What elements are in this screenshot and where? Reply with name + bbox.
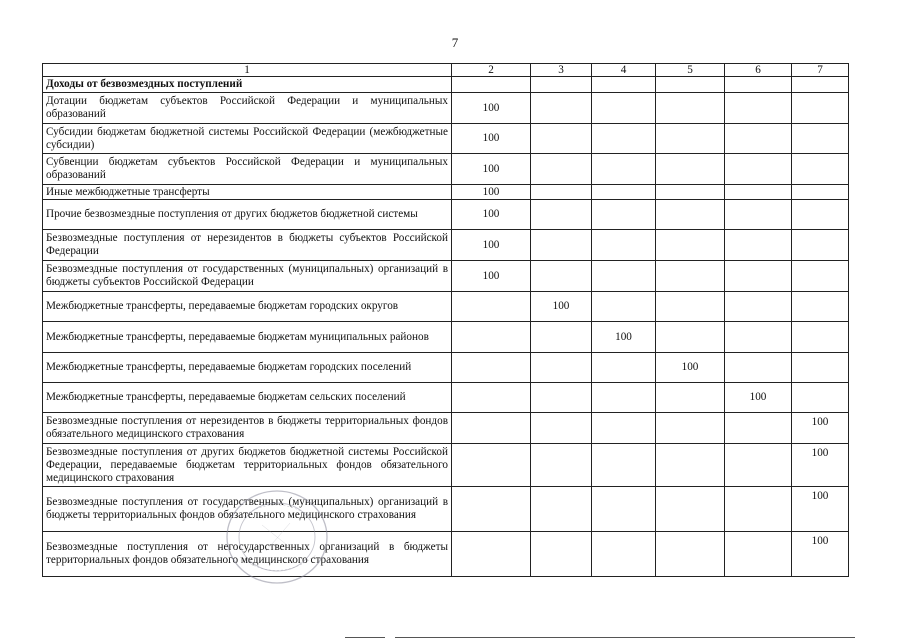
- value-cell: [725, 322, 792, 353]
- value-cell: [656, 93, 725, 124]
- value-cell: [656, 200, 725, 230]
- value-cell: [725, 185, 792, 200]
- value-cell: 100: [725, 383, 792, 413]
- value-cell: [792, 93, 849, 124]
- value-cell: [452, 383, 531, 413]
- value-cell: 100: [792, 487, 849, 532]
- column-header: 6: [725, 64, 792, 77]
- table-row: [43, 444, 849, 487]
- value-cell: [531, 230, 592, 261]
- value-cell: [725, 154, 792, 185]
- page-number: 7: [451, 35, 459, 50]
- value-cell: [452, 292, 531, 322]
- value-cell: [592, 292, 656, 322]
- value-cell: [592, 413, 656, 444]
- value-cell: [531, 322, 592, 353]
- value-cell: [531, 353, 592, 383]
- row-description: Межбюджетные трансферты, передаваемые бюджетам сельских поселений: [43, 383, 452, 413]
- table-row: [43, 532, 849, 577]
- value-cell: [656, 292, 725, 322]
- row-description: Межбюджетные трансферты, передаваемые бюджетам муниципальных районов: [43, 322, 452, 353]
- value-cell: [592, 230, 656, 261]
- row-description: Безвозмездные поступления от негосударственных организаций в бюджеты территориальных фондов обязательного медицинского страхования: [43, 532, 452, 577]
- value-cell: [792, 230, 849, 261]
- value-cell: 100: [792, 444, 849, 487]
- table-row: [43, 487, 849, 532]
- value-cell: [725, 413, 792, 444]
- value-cell: [725, 353, 792, 383]
- value-cell: [656, 487, 725, 532]
- value-cell: [656, 413, 725, 444]
- value-cell: [531, 383, 592, 413]
- value-cell: [725, 230, 792, 261]
- row-description: Межбюджетные трансферты, передаваемые бюджетам городских округов: [43, 292, 452, 322]
- table-row: [43, 124, 849, 154]
- value-cell: [725, 261, 792, 292]
- value-cell: [452, 353, 531, 383]
- value-cell: [792, 353, 849, 383]
- table-row: [43, 353, 849, 383]
- value-cell: 100: [452, 93, 531, 124]
- value-cell: [452, 413, 531, 444]
- revenue-table: [42, 63, 849, 577]
- footer-rule: [345, 637, 385, 638]
- row-description: Безвозмездные поступления от других бюджетов бюджетной системы Российской Федерации, передаваемые бюджетам территориальных фондов обязательного медицинского страхования: [43, 444, 452, 487]
- value-cell: [531, 413, 592, 444]
- value-cell: [725, 532, 792, 577]
- value-cell: [792, 154, 849, 185]
- value-cell: [592, 444, 656, 487]
- column-header: 4: [592, 64, 656, 77]
- value-cell: [531, 154, 592, 185]
- column-header: 5: [656, 64, 725, 77]
- value-cell: [531, 185, 592, 200]
- value-cell: [725, 124, 792, 154]
- value-cell: [792, 261, 849, 292]
- table-row: [43, 383, 849, 413]
- value-cell: [792, 292, 849, 322]
- row-description: Безвозмездные поступления от государственных (муниципальных) организаций в бюджеты субъектов Российской Федерации: [43, 261, 452, 292]
- value-cell: [531, 532, 592, 577]
- value-cell: 100: [592, 322, 656, 353]
- value-cell: [531, 261, 592, 292]
- table-row: [43, 200, 849, 230]
- value-cell: [656, 261, 725, 292]
- row-description: Субсидии бюджетам бюджетной системы Российской Федерации (межбюджетные субсидии): [43, 124, 452, 154]
- value-cell: [592, 532, 656, 577]
- value-cell: [656, 185, 725, 200]
- value-cell: [592, 185, 656, 200]
- value-cell: [792, 185, 849, 200]
- value-cell: [656, 532, 725, 577]
- section-row: [43, 77, 849, 93]
- value-cell: [656, 230, 725, 261]
- row-description: Дотации бюджетам субъектов Российской Федерации и муниципальных образований: [43, 93, 452, 124]
- column-header: 2: [452, 64, 531, 77]
- footer-rule: [395, 637, 855, 638]
- value-cell: [592, 154, 656, 185]
- value-cell: [592, 383, 656, 413]
- value-cell: [452, 444, 531, 487]
- row-description: Безвозмездные поступления от нерезидентов в бюджеты субъектов Российской Федерации: [43, 230, 452, 261]
- value-cell: 100: [452, 261, 531, 292]
- value-cell: [531, 93, 592, 124]
- value-cell: [656, 383, 725, 413]
- value-cell: [725, 487, 792, 532]
- value-cell: [656, 124, 725, 154]
- table-row: [43, 261, 849, 292]
- column-header: 1: [43, 64, 452, 77]
- value-cell: [792, 200, 849, 230]
- row-description: Межбюджетные трансферты, передаваемые бюджетам городских поселений: [43, 353, 452, 383]
- value-cell: 100: [452, 185, 531, 200]
- column-header-row: [43, 64, 849, 77]
- value-cell: [792, 383, 849, 413]
- row-description: Субвенции бюджетам субъектов Российской Федерации и муниципальных образований: [43, 154, 452, 185]
- table-row: [43, 292, 849, 322]
- value-cell: [592, 353, 656, 383]
- value-cell: [592, 487, 656, 532]
- value-cell: [725, 93, 792, 124]
- value-cell: [656, 444, 725, 487]
- value-cell: 100: [452, 124, 531, 154]
- row-description: Прочие безвозмездные поступления от других бюджетов бюджетной системы: [43, 200, 452, 230]
- value-cell: 100: [452, 230, 531, 261]
- value-cell: [656, 154, 725, 185]
- row-description: Иные межбюджетные трансферты: [43, 185, 452, 200]
- value-cell: [452, 532, 531, 577]
- value-cell: 100: [452, 200, 531, 230]
- value-cell: [592, 124, 656, 154]
- table-row: [43, 322, 849, 353]
- value-cell: 100: [792, 413, 849, 444]
- row-description: Безвозмездные поступления от государственных (муниципальных) организаций в бюджеты территориальных фондов обязательного медицинского страхования: [43, 487, 452, 532]
- value-cell: [725, 200, 792, 230]
- value-cell: [656, 322, 725, 353]
- value-cell: [792, 124, 849, 154]
- column-header: 7: [792, 64, 849, 77]
- value-cell: [592, 93, 656, 124]
- value-cell: [592, 261, 656, 292]
- value-cell: [725, 444, 792, 487]
- section-title: Доходы от безвозмездных поступлений: [43, 77, 452, 93]
- table-row: [43, 154, 849, 185]
- value-cell: [452, 322, 531, 353]
- value-cell: [531, 200, 592, 230]
- value-cell: [725, 292, 792, 322]
- column-header: 3: [531, 64, 592, 77]
- value-cell: [452, 487, 531, 532]
- table-row: [43, 185, 849, 200]
- value-cell: 100: [792, 532, 849, 577]
- row-description: Безвозмездные поступления от нерезидентов в бюджеты территориальных фондов обязательного медицинского страхования: [43, 413, 452, 444]
- value-cell: 100: [452, 154, 531, 185]
- table-row: [43, 93, 849, 124]
- value-cell: [792, 322, 849, 353]
- table-row: [43, 413, 849, 444]
- value-cell: [592, 200, 656, 230]
- value-cell: [531, 487, 592, 532]
- table-row: [43, 230, 849, 261]
- value-cell: [531, 124, 592, 154]
- value-cell: 100: [531, 292, 592, 322]
- value-cell: 100: [656, 353, 725, 383]
- value-cell: [531, 444, 592, 487]
